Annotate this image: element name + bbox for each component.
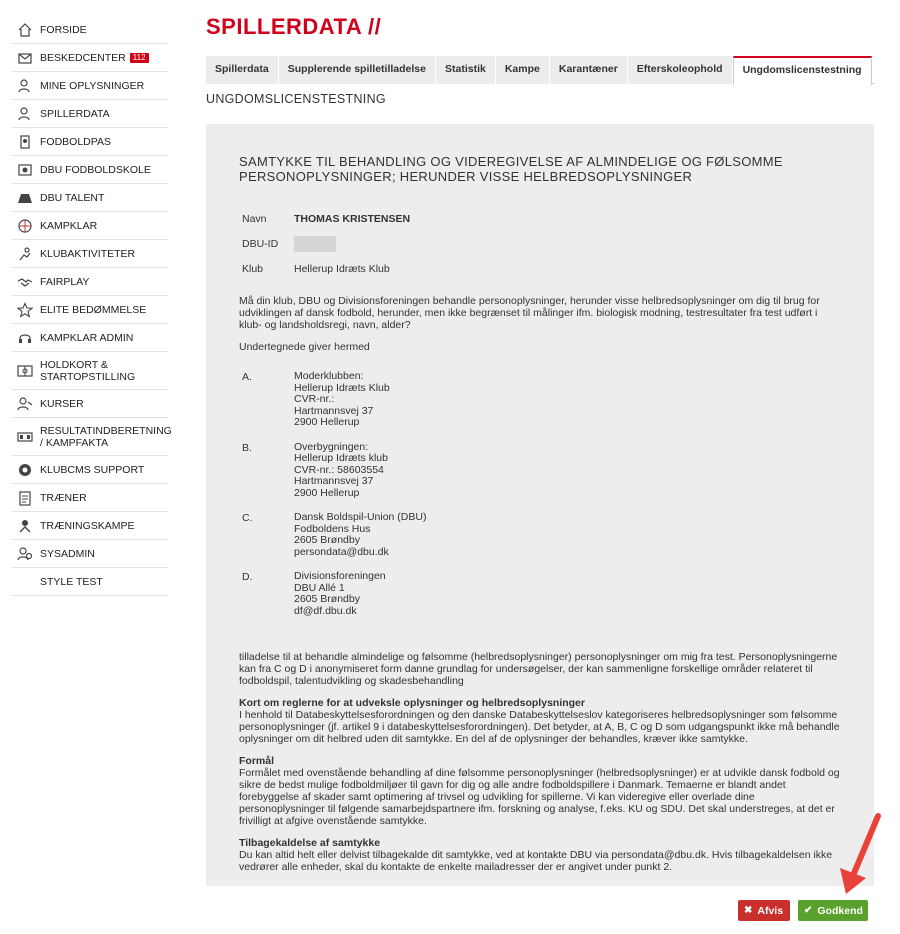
headset-icon [14,329,36,347]
school-icon [14,161,36,179]
withdraw-heading: Tilbagekaldelse af samtykke [239,837,381,849]
sidebar-item-fairplay[interactable] [12,268,168,296]
approve-button-label: Godkend [817,904,863,917]
sidebar-item-label: ELITE BEDØMMELSE [40,303,147,316]
sidebar-item-traener[interactable] [12,484,168,512]
check-icon: ✔ [804,905,813,916]
consent-heading: SAMTYKKE TIL BEHANDLING OG VIDEREGIVELSE AF ALMINDELIGE OG FØLSOMME PERSONOPLYSNINGER; HERUNDER VISSE HELBREDSOPLYSNINGER [239,154,783,184]
address-lines [294,571,386,617]
address-line: Hellerup Idræts Klub [294,381,390,394]
address-line: Moderklubben: [294,370,364,382]
sidebar-item-label: KAMPKLAR [40,219,98,232]
sidebar-item-kampklar[interactable] [12,212,168,240]
undersigned-text: Undertegnede giver hermed [239,341,370,353]
tab-karantaener[interactable]: Karantæner [550,56,628,84]
blank-icon [14,573,36,591]
address-line: df@df.dbu.dk [294,604,357,617]
sidebar-item-beskedcenter[interactable] [12,44,168,72]
sidebar-item-label: HOLDKORT & STARTOPSTILLING [40,358,136,383]
purpose-heading: Formål [239,755,275,767]
sidebar-item-label: TRÆNINGSKAMPE [40,519,135,532]
message-count-badge: 112 [130,53,149,63]
user-icon [14,77,36,95]
home-icon [14,21,36,39]
address-letter: C. [242,512,253,524]
permission-block [239,651,840,687]
name-value: THOMAS KRISTENSEN [294,212,411,225]
sidebar-item-label: FAIRPLAY [40,275,90,288]
address-letter: D. [242,571,253,583]
tab-bar [206,56,874,84]
clipboard-icon [14,489,36,507]
sidebar-item-label: BESKEDCENTER [40,51,126,64]
address-line: Hellerup Idræts klub [294,452,388,464]
sidebar-item-label: MINE OPLYSNINGER [40,79,145,92]
address-list [242,371,840,617]
dbuid-label: DBU-ID [242,237,279,250]
address-line: 2605 Brøndby [294,593,360,605]
withdraw-text: Du kan altid helt eller delvist tilbagekalde dit samtykke, ved at kontakte DBU via persondata@dbu.dk. Hvis tilbagekaldelsen ikke vedrører alle enheder, skal du kontakte de enkelte mailadresser der er angivet under punkt 2. [239,849,833,873]
address-d [242,571,840,617]
purpose-text: Formålet med ovenstående behandling af dine følsomme personoplysninger (helbredsoplysninger) er at udvikle dansk fodbold og sikre de bedst mulige fodboldmiljøer til gavn for dig og alle andre fodboldspillere i Danmark. Temaerne er blandt andet forebyggelse af skader samt optimering af trivsel og udvikling for spillerne. Vi kan videregive eller overlade dine personoplysninger til følgende samarbejdspartnere ifm. forskning og analyse, f.eks. KU og SDU. Det skal understreges, at det er frivilligt at afgive ovenstående samtykke. [239,767,840,827]
tab-kampe[interactable]: Kampe [496,56,550,84]
address-a [242,371,840,429]
dbuid-redacted-value [294,236,336,252]
consent-panel [206,124,874,886]
permission-text: tilladelse til at behandle almindelige og følsomme (helbredsoplysninger) personoplysninger om mig fra test. Personoplysningerne kan fra C og D i anonymiseret form danne grundlag for undersøgelser, der kan sammenligne forskellige områder relateret til fodboldspil, talentudvikling og skadesbehandling [239,651,838,687]
sidebar-item-label: STYLE TEST [40,575,103,588]
address-line: 2605 Brøndby [294,534,360,546]
sidebar-item-label: RESULTATINDBERETNING / KAMPFAKTA [40,424,172,449]
address-line: 2900 Hellerup [294,416,360,428]
address-line: persondata@dbu.dk [294,545,389,558]
sidebar-item-spillerdata[interactable] [12,100,168,128]
address-line: CVR-nr.: [294,393,335,405]
consent-question: Må din klub, DBU og Divisionsforeningen behandle personoplysninger, herunder visse helbredsoplysninger om dig til brug for udviklingen af dansk fodbold, herunder, men ikke begrænset til målinger ifm. biologisk modning, testresultater fra test udført i klub- og landsholdsregi, navn, alder? [239,295,820,331]
info-row-name [242,206,840,231]
sidebar-item-kurser[interactable] [12,390,168,418]
tab-ungdomslicenstestning[interactable]: Ungdomslicenstestning [733,56,872,85]
withdraw-block [239,837,840,873]
approve-button[interactable] [798,900,868,921]
address-lines [294,442,388,500]
address-line: Dansk Boldspil-Union (DBU) [294,511,427,523]
handshake-icon [14,273,36,291]
address-line: Hartmannsvej 37 [294,475,374,487]
main-content [206,0,874,873]
scoreboard-icon [14,428,36,446]
section-title: UNGDOMSLICENSTESTNING [206,92,386,106]
name-label: Navn [242,212,267,225]
address-letter: B. [242,441,252,454]
mail-icon [14,49,36,67]
sidebar-item-label: KLUBAKTIVITETER [40,247,136,260]
sidebar-item-dbu-talent[interactable] [12,184,168,212]
club-label: Klub [242,262,264,275]
sidebar-item-label: SPILLERDATA [40,107,110,120]
sidebar-item-label: SYSADMIN [40,547,95,560]
close-icon: ✖ [744,905,753,916]
player-icon [14,105,36,123]
sidebar-item-label: DBU TALENT [40,191,105,204]
sidebar-item-sysadmin[interactable] [12,540,168,568]
address-c [242,512,840,558]
club-value: Hellerup Idræts Klub [294,262,390,275]
sidebar-item-elite-bedommelse[interactable] [12,296,168,324]
reject-button[interactable] [738,900,790,921]
purpose-block [239,755,840,827]
training-icon [14,517,36,535]
star-icon [14,301,36,319]
sidebar-item-label: TRÆNER [40,491,87,504]
player-info [242,206,840,281]
rules-text: I henhold til Databeskyttelsesforordningen og den danske Databeskyttelseslov kategoriseres helbredsoplysninger som følsomme personoplysninger (jf. artikel 9 i databeskyttelsesforordningen). Det betyder, at A, B, C og D som udgangspunkt ikke må behandle oplysninger om dit helbred uden dit samtykke. En del af de oplysninger der behandles, kræver ikke samtykke. [239,709,840,745]
tab-spillerdata[interactable]: Spillerdata [206,56,279,84]
tab-efterskoleophold[interactable]: Efterskoleophold [628,56,733,84]
sidebar-item-klubcms-support[interactable] [12,456,168,484]
sidebar-item-label: KLUBCMS SUPPORT [40,463,145,476]
passport-icon [14,133,36,151]
admin-icon [14,545,36,563]
stadium-icon [14,189,36,207]
course-icon [14,395,36,413]
sidebar-item-label: KURSER [40,397,84,410]
consent-terms [239,651,840,873]
sidebar-item-label: FODBOLDPAS [40,135,111,148]
sidebar-item-label: FORSIDE [40,23,87,36]
address-line: Divisionsforeningen [294,570,386,582]
sidebar-item-label: KAMPKLAR ADMIN [40,331,134,344]
sidebar-item-mine-oplysninger[interactable] [12,72,168,100]
info-row-club [242,256,840,281]
address-line: 2900 Hellerup [294,486,360,499]
sidebar-item-klubaktiviteter[interactable] [12,240,168,268]
sidebar-item-dbu-fodboldskole[interactable] [12,156,168,184]
rules-heading: Kort om reglerne for at udveksle oplysninger og helbredsoplysninger [239,697,585,709]
sidebar-item-style-test[interactable] [12,568,168,596]
activity-icon [14,245,36,263]
tab-statistik[interactable]: Statistik [436,56,496,84]
ball-icon [14,217,36,235]
rules-block [239,697,840,745]
address-lines [294,512,426,558]
info-row-dbuid [242,231,840,256]
address-line: DBU Allé 1 [294,581,345,594]
reject-button-label: Afvis [757,904,784,917]
annotation-arrow-icon [836,812,886,896]
sidebar-item-kampklar-admin[interactable] [12,324,168,352]
sidebar-item-resultatindberetning[interactable] [12,418,172,456]
address-line: Fodboldens Hus [294,522,371,535]
tab-supplerende-spilletilladelse[interactable]: Supplerende spilletilladelse [279,56,436,84]
sidebar [12,16,172,596]
sidebar-item-label: DBU FODBOLDSKOLE [40,163,151,176]
sidebar-item-traeningskampe[interactable] [12,512,168,540]
sidebar-item-holdkort[interactable] [12,352,168,390]
support-icon [14,461,36,479]
sidebar-item-forside[interactable] [12,16,168,44]
field-icon [14,362,36,380]
sidebar-item-fodboldpas[interactable] [12,128,168,156]
address-lines [294,371,390,429]
page-title: SPILLERDATA // [206,14,382,39]
address-line: CVR-nr.: 58603554 [294,463,384,476]
address-letter: A. [242,371,252,383]
address-line: Hartmannsvej 37 [294,404,374,417]
address-b [242,442,840,500]
address-line: Overbygningen: [294,440,369,453]
